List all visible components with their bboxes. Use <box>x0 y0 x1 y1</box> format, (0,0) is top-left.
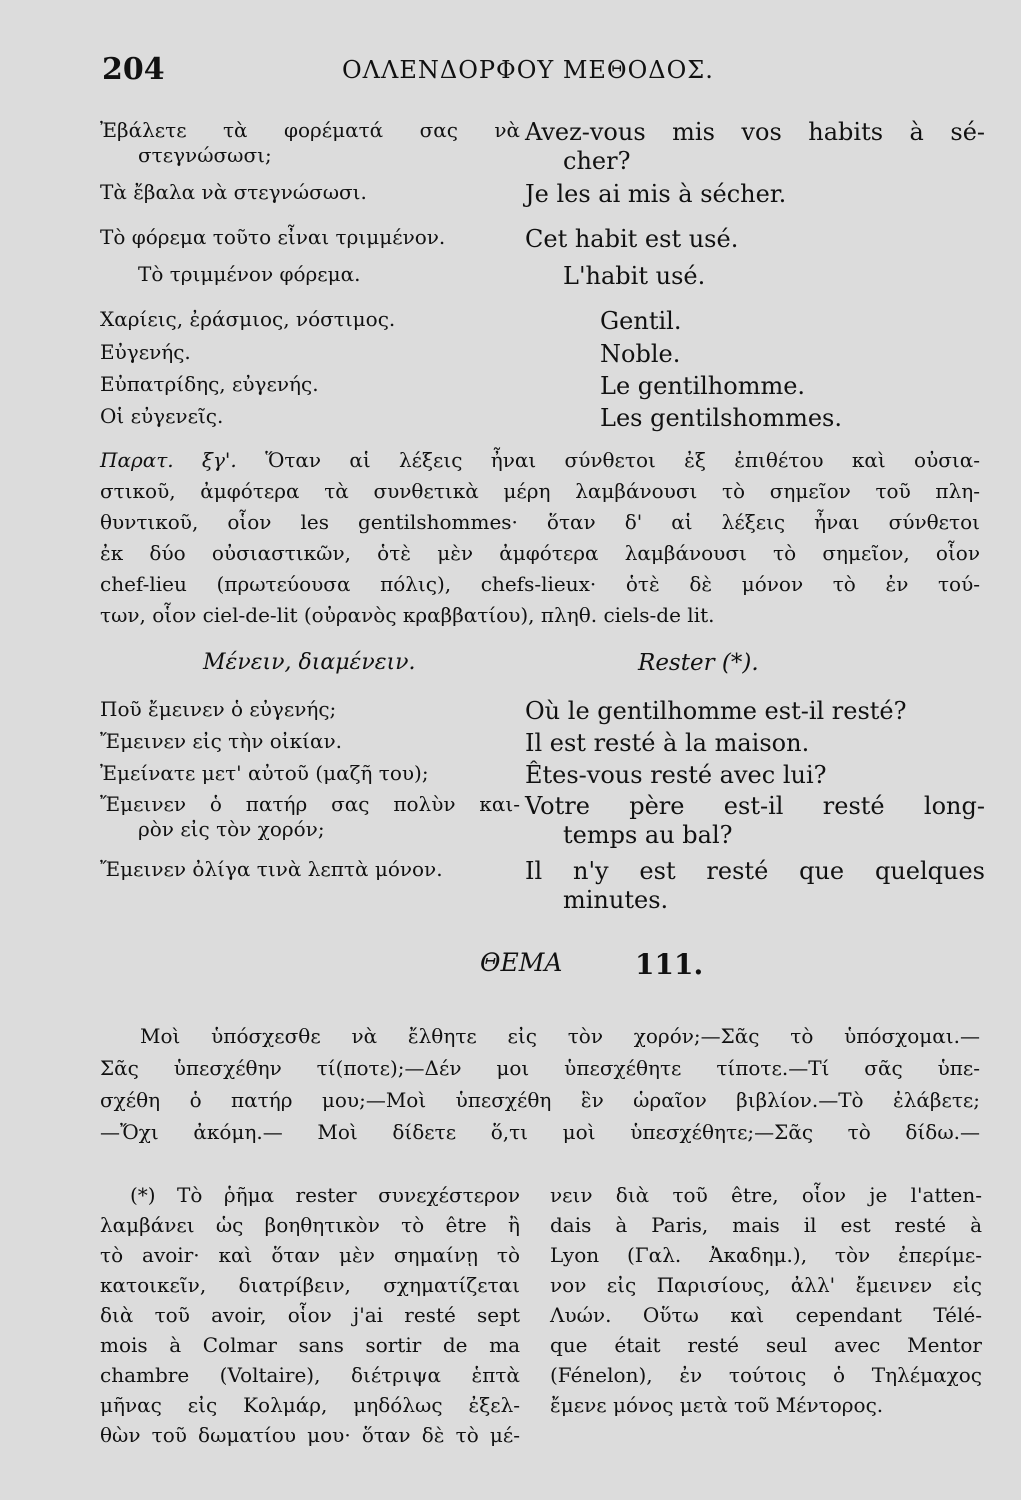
greek-sentence: Τὸ τριμμένον φόρεμα. <box>138 262 361 286</box>
french-sentence: Êtes-vous resté avec lui? <box>525 761 827 789</box>
section-heading <box>100 650 980 686</box>
french-sentence: Il n'y est resté que quelques minutes. <box>525 857 985 914</box>
grammar-note <box>100 445 980 631</box>
french-sentence: Le gentilhomme. <box>600 372 806 400</box>
greek-sentence: Ποῦ ἔμεινεν ὁ εὐγενής; <box>100 697 337 721</box>
note-line: ἐκ δύο οὐσιαστικῶν, ὁτὲ μὲν ἀμφότερα λαμβάνουσι τὸ σημεῖον, οἷον <box>100 541 980 565</box>
french-sentence: Votre père est-il resté long- temps au bal? <box>525 792 985 849</box>
greek-sentence: Ἔμεινεν ὀλίγα τινὰ λεπτὰ μόνον. <box>100 857 443 881</box>
exercise-line: —Ὄχι ἀκόμη.— Μοὶ δίδετε ὅ,τι μοὶ ὑπεσχέθητε;—Σᾶς τὸ δίδω.— <box>100 1120 980 1144</box>
theme-exercise <box>100 1020 980 1148</box>
greek-sentence: Τὸ φόρεμα τοῦτο εἶναι τριμμένον. <box>100 225 446 249</box>
footnote-line: διὰ τοῦ avoir, οἷον j'ai resté sept <box>100 1303 520 1327</box>
exercise-line: σχέθη ὁ πατήρ μου;—Μοὶ ὑπεσχέθη ἓν ὡραῖον βιβλίον.—Τὸ ἐλάβετε; <box>100 1088 980 1112</box>
theme-heading <box>100 948 980 992</box>
footnote-line: (Fénelon), ἐν τούτοις ὁ Τηλέμαχος <box>550 1363 982 1387</box>
french-sentence: Il est resté à la maison. <box>525 729 810 757</box>
footnote-line: (*) Τὸ ῥῆμα rester συνεχέστερον <box>130 1183 520 1207</box>
greek-sentence: Εὐγενής. <box>100 340 191 364</box>
note-line: των, οἷον ciel-de-lit (οὐρανὸς κραββατίου), πληθ. ciels-de lit. <box>100 603 715 627</box>
greek-sentence: Εὐπατρίδης, εὐγενής. <box>100 372 319 396</box>
footnote-line: ἔμενε μόνος μετὰ τοῦ Μέντορος. <box>550 1393 884 1417</box>
french-sentence: Cet habit est usé. <box>525 225 739 253</box>
french-sentence: Avez-vous mis vos habits à sé- cher? <box>525 118 985 175</box>
greek-sentence: Ἐβάλετε τὰ φορέματά σας νὰ στεγνώσωσι; <box>100 118 520 167</box>
section-heading-greek: Μένειν, διαμένειν. <box>203 650 416 675</box>
french-sentence: Où le gentilhomme est-il resté? <box>525 697 907 725</box>
footnote-left-column <box>100 1180 520 1450</box>
french-sentence: Noble. <box>600 340 681 368</box>
footnote-line: θὼν τοῦ δωματίου μου· ὅταν δὲ τὸ μέ- <box>100 1423 520 1447</box>
running-title: ΟΛΛΕΝΔΟΡΦΟΥ ΜΕΘΟΔΟΣ. <box>342 56 714 84</box>
footnote-line: Λυών. Οὕτω καὶ cependant Télé- <box>550 1303 982 1327</box>
footnote-line: mois à Colmar sans sortir de ma <box>100 1333 520 1357</box>
footnote-line: μῆνας εἰς Κολμάρ, μηδόλως ἐξελ- <box>100 1393 520 1417</box>
greek-sentence: Οἱ εὐγενεῖς. <box>100 404 224 428</box>
theme-title: ΘΕΜΑ <box>480 948 563 977</box>
footnote-line: λαμβάνει ὡς βοηθητικὸν τὸ être ἢ <box>100 1213 520 1237</box>
section-heading-french: Rester (*). <box>638 650 759 676</box>
note-label: Παρατ. ξγ'. <box>100 448 237 472</box>
footnote-line: dais à Paris, mais il est resté à <box>550 1213 982 1237</box>
footnote-line: Lyon (Γαλ. Ἀκαδημ.), τὸν ἐπερίμε- <box>550 1243 982 1267</box>
footnote-right-column <box>550 1180 982 1420</box>
page-number: 204 <box>102 52 165 87</box>
greek-sentence: Ἐμείνατε μετ' αὐτοῦ (μαζῆ του); <box>100 761 429 785</box>
theme-number: 111. <box>635 948 704 981</box>
french-sentence: Je les ai mis à sécher. <box>525 180 787 208</box>
exercise-line: Σᾶς ὑπεσχέθην τί(ποτε);—Δέν μοι ὑπεσχέθητε τίποτε.—Τί σᾶς ὑπε- <box>100 1056 980 1080</box>
greek-sentence: Ἔμεινεν ὁ πατήρ σας πολὺν και- ρὸν εἰς τὸν χορόν; <box>100 792 520 841</box>
footnote-line: τὸ avoir· καὶ ὅταν μὲν σημαίνῃ τὸ <box>100 1243 520 1267</box>
footnote-line: νειν διὰ τοῦ être, οἷον je l'atten- <box>550 1183 982 1207</box>
note-line: στικοῦ, ἀμφότερα τὰ συνθετικὰ μέρη λαμβάνουσι τὸ σημεῖον τοῦ πλη- <box>100 479 980 503</box>
footnote-line: νον εἰς Παρισίους, ἀλλ' ἔμεινεν εἰς <box>550 1273 982 1297</box>
greek-sentence: Χαρίεις, ἐράσμιος, νόστιμος. <box>100 307 396 331</box>
greek-sentence: Τὰ ἔβαλα νὰ στεγνώσωσι. <box>100 180 367 204</box>
footnote-line: κατοικεῖν, διατρίβειν, σχηματίζεται <box>100 1273 520 1297</box>
note-line: chef-lieu (πρωτεύουσα πόλις), chefs-lieux· ὁτὲ δὲ μόνον τὸ ἐν τού- <box>100 572 980 596</box>
note-line: θυντικοῦ, οἷον les gentilshommes· ὅταν δ' αἱ λέξεις ἦναι σύνθετοι <box>100 510 980 534</box>
footnote-line: chambre (Voltaire), διέτριψα ἑπτὰ <box>100 1363 520 1387</box>
note-line: Ὅταν αἱ λέξεις ἦναι σύνθετοι ἐξ ἐπιθέτου καὶ οὐσια- <box>265 448 980 472</box>
running-header <box>102 52 982 92</box>
exercise-line: Μοὶ ὑπόσχεσθε νὰ ἔλθητε εἰς τὸν χορόν;—Σᾶς τὸ ὑπόσχομαι.— <box>140 1024 980 1048</box>
french-sentence: Les gentilshommes. <box>600 404 842 432</box>
footnote-line: que était resté seul avec Mentor <box>550 1333 982 1357</box>
french-sentence: L'habit usé. <box>563 262 706 290</box>
french-sentence: Gentil. <box>600 307 682 335</box>
greek-sentence: Ἔμεινεν εἰς τὴν οἰκίαν. <box>100 729 342 753</box>
